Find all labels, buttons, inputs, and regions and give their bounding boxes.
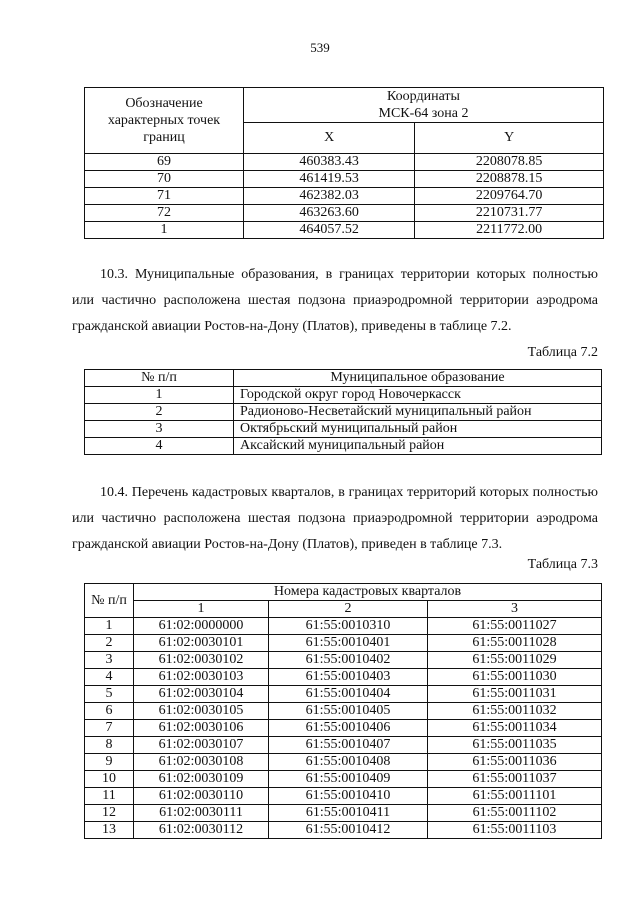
muni-num-cell: 1	[85, 387, 234, 404]
muni-row	[85, 387, 602, 404]
cad-row	[85, 822, 602, 839]
muni-name-cell: Октябрьский муниципальный район	[234, 421, 602, 438]
cad-col2-cell: 61:55:0010406	[269, 720, 428, 737]
cad-row	[85, 788, 602, 805]
cad-row	[85, 720, 602, 737]
cad-row	[85, 686, 602, 703]
cad-num-cell: 13	[85, 822, 134, 839]
cad-subheader-1: 1	[134, 601, 269, 618]
x-header: X	[244, 123, 415, 154]
y-cell: 2210731.77	[415, 205, 604, 222]
y-cell: 2211772.00	[415, 222, 604, 239]
page-number: 539	[310, 40, 330, 55]
cad-col1-cell: 61:02:0030112	[134, 822, 269, 839]
cad-col3-cell: 61:55:0011029	[428, 652, 602, 669]
cad-col2-cell: 61:55:0010412	[269, 822, 428, 839]
cad-num-cell: 3	[85, 652, 134, 669]
cad-num-cell: 7	[85, 720, 134, 737]
y-cell: 2208878.15	[415, 171, 604, 188]
cad-col3-cell: 61:55:0011036	[428, 754, 602, 771]
muni-row	[85, 421, 602, 438]
x-cell: 463263.60	[244, 205, 415, 222]
cad-num-cell: 12	[85, 805, 134, 822]
cad-col3-cell: 61:55:0011037	[428, 771, 602, 788]
cad-col3-cell: 61:55:0011101	[428, 788, 602, 805]
cad-col3-cell: 61:55:0011030	[428, 669, 602, 686]
cad-col1-cell: 61:02:0030108	[134, 754, 269, 771]
cad-num-cell: 1	[85, 618, 134, 635]
cad-col1-cell: 61:02:0030106	[134, 720, 269, 737]
coord-row	[85, 154, 604, 171]
cad-row	[85, 618, 602, 635]
cad-num-cell: 2	[85, 635, 134, 652]
designation-header: Обозначение характерных точек границ	[85, 88, 244, 154]
point-id-cell: 72	[85, 205, 244, 222]
muni-row	[85, 404, 602, 421]
muni-num-cell: 2	[85, 404, 234, 421]
cad-col3-cell: 61:55:0011028	[428, 635, 602, 652]
cad-col1-cell: 61:02:0030101	[134, 635, 269, 652]
table-caption-7-2: Таблица 7.2	[527, 345, 598, 360]
point-id-cell: 69	[85, 154, 244, 171]
cad-row	[85, 805, 602, 822]
x-cell: 462382.03	[244, 188, 415, 205]
paragraph-10-4: 10.4. Перечень кадастровых кварталов, в границах территорий которых полностью или частично расположена шестая подзона приаэродромной территории аэродрома гражданской авиации Ростов-на-Дону (Платов), приведен в таблице 7.3.	[72, 485, 598, 552]
muni-name-cell: Радионово-Несветайский муниципальный район	[234, 404, 602, 421]
cad-num-cell: 9	[85, 754, 134, 771]
cad-col2-cell: 61:55:0010403	[269, 669, 428, 686]
cad-col1-cell: 61:02:0030103	[134, 669, 269, 686]
municipalities-table	[84, 369, 602, 455]
cad-col1-cell: 61:02:0030107	[134, 737, 269, 754]
coord-row	[85, 205, 604, 222]
muni-name-header: Муниципальное образование	[234, 370, 602, 387]
cad-col2-cell: 61:55:0010410	[269, 788, 428, 805]
cad-row	[85, 771, 602, 788]
cad-col3-cell: 61:55:0011032	[428, 703, 602, 720]
y-cell: 2208078.85	[415, 154, 604, 171]
cad-num-cell: 8	[85, 737, 134, 754]
muni-name-cell: Городской округ город Новочеркасск	[234, 387, 602, 404]
cad-col1-cell: 61:02:0030102	[134, 652, 269, 669]
cad-num-cell: 4	[85, 669, 134, 686]
cad-col3-cell: 61:55:0011035	[428, 737, 602, 754]
cad-col2-cell: 61:55:0010404	[269, 686, 428, 703]
muni-num-cell: 4	[85, 438, 234, 455]
cad-col2-cell: 61:55:0010405	[269, 703, 428, 720]
cad-num-cell: 5	[85, 686, 134, 703]
cad-row	[85, 737, 602, 754]
cad-col2-cell: 61:55:0010310	[269, 618, 428, 635]
muni-name-cell: Аксайский муниципальный район	[234, 438, 602, 455]
coordinates-header-line1: Координаты	[387, 89, 460, 104]
paragraph-10-3: 10.3. Муниципальные образования, в границах территории которых полностью или частично расположена шестая подзона приаэродромной территории аэродрома гражданской авиации Ростов-на-Дону (Платов), приведены в таблице 7.2.	[72, 267, 598, 334]
cad-num-header: № п/п	[85, 584, 134, 618]
coordinates-header-line2: МСК-64 зона 2	[378, 106, 469, 121]
cad-col1-cell: 61:02:0030105	[134, 703, 269, 720]
cad-col1-cell: 61:02:0030109	[134, 771, 269, 788]
cad-col2-cell: 61:55:0010407	[269, 737, 428, 754]
cad-col1-cell: 61:02:0030110	[134, 788, 269, 805]
cad-col3-cell: 61:55:0011027	[428, 618, 602, 635]
cad-col1-cell: 61:02:0030104	[134, 686, 269, 703]
coord-row	[85, 171, 604, 188]
point-id-cell: 70	[85, 171, 244, 188]
cad-col3-cell: 61:55:0011034	[428, 720, 602, 737]
cad-num-cell: 10	[85, 771, 134, 788]
cad-group-header: Номера кадастровых кварталов	[134, 584, 602, 601]
cad-subheader-3: 3	[428, 601, 602, 618]
cad-col2-cell: 61:55:0010408	[269, 754, 428, 771]
cad-col3-cell: 61:55:0011102	[428, 805, 602, 822]
point-id-cell: 71	[85, 188, 244, 205]
cad-col3-cell: 61:55:0011103	[428, 822, 602, 839]
cad-row	[85, 703, 602, 720]
y-cell: 2209764.70	[415, 188, 604, 205]
coordinates-table	[84, 87, 604, 239]
cad-col2-cell: 61:55:0010411	[269, 805, 428, 822]
y-header: Y	[415, 123, 604, 154]
x-cell: 464057.52	[244, 222, 415, 239]
cad-num-cell: 6	[85, 703, 134, 720]
x-cell: 460383.43	[244, 154, 415, 171]
cadastral-table	[84, 583, 602, 839]
coord-row	[85, 222, 604, 239]
muni-num-header: № п/п	[85, 370, 234, 387]
muni-num-cell: 3	[85, 421, 234, 438]
cad-col1-cell: 61:02:0000000	[134, 618, 269, 635]
x-cell: 461419.53	[244, 171, 415, 188]
muni-row	[85, 438, 602, 455]
cad-col2-cell: 61:55:0010409	[269, 771, 428, 788]
cad-col1-cell: 61:02:0030111	[134, 805, 269, 822]
coord-row	[85, 188, 604, 205]
cad-num-cell: 11	[85, 788, 134, 805]
cad-row	[85, 754, 602, 771]
cad-row	[85, 652, 602, 669]
cad-col3-cell: 61:55:0011031	[428, 686, 602, 703]
cad-col2-cell: 61:55:0010401	[269, 635, 428, 652]
cad-subheader-2: 2	[269, 601, 428, 618]
cad-row	[85, 669, 602, 686]
point-id-cell: 1	[85, 222, 244, 239]
cad-row	[85, 635, 602, 652]
coordinates-header	[244, 88, 604, 123]
table-caption-7-3: Таблица 7.3	[527, 557, 598, 572]
cad-col2-cell: 61:55:0010402	[269, 652, 428, 669]
